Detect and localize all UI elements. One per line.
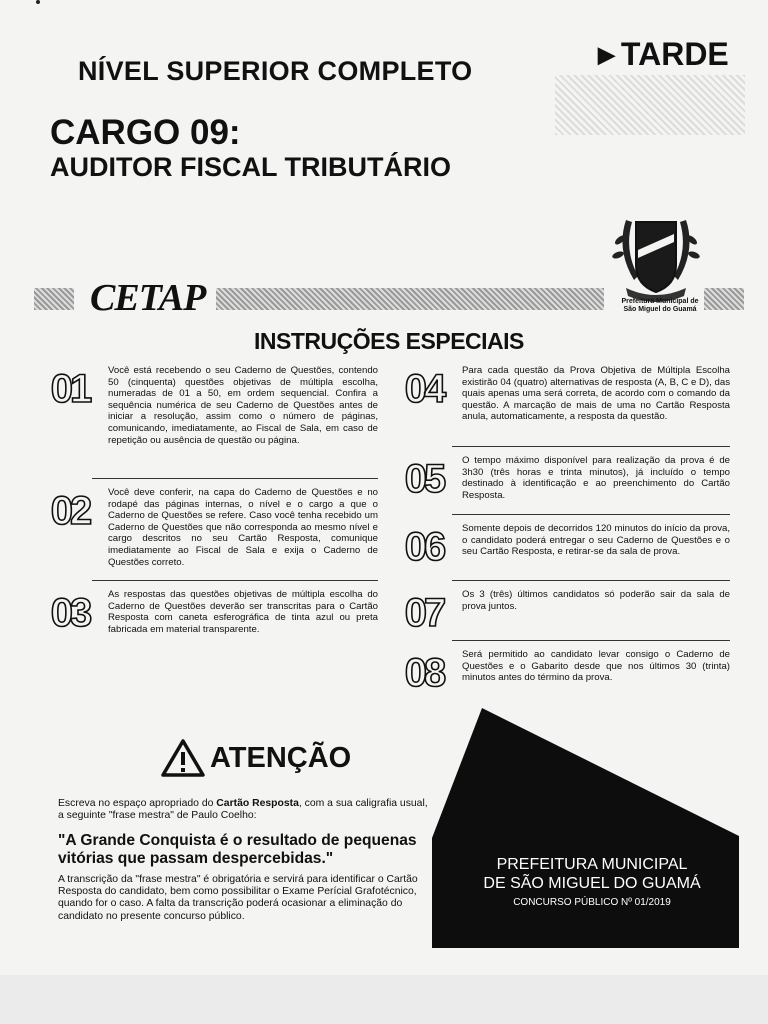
- attention-heading: ATENÇÃO: [160, 738, 351, 778]
- footer-black-panel: [432, 708, 739, 948]
- divider: [452, 640, 730, 641]
- play-triangle-icon: ▶: [598, 42, 615, 67]
- item-number: 05: [404, 456, 444, 501]
- education-level: NÍVEL SUPERIOR COMPLETO: [78, 56, 473, 86]
- org-name-line1: PREFEITURA MUNICIPAL: [496, 856, 688, 873]
- crest-caption: Prefeitura Municipal de São Miguel do Guamá: [621, 298, 699, 313]
- item-text: Os 3 (três) últimos candidatos só poderão sair da sala de prova juntos.: [462, 589, 730, 612]
- item-text: Para cada questão da Prova Objetiva de Múltipla Escolha existirão 04 (quatro) alternativas de resposta (A, B, C e D), das quais apenas uma será correta, de acordo com o comando da questão. A marcação de mais de uma no Cartão Resposta anula, automaticamente, a resposta da questão.: [462, 365, 730, 423]
- instruction-item: [42, 589, 378, 637]
- warning-triangle-icon: [160, 738, 206, 778]
- instruction-item: [42, 487, 378, 568]
- item-number: 03: [50, 590, 90, 635]
- cargo-number: CARGO 09:: [50, 113, 241, 152]
- shift-label: ▶ TARDE: [598, 36, 729, 72]
- instruction-item: [396, 455, 730, 503]
- instruction-item: [396, 523, 730, 571]
- item-text: Será permitido ao candidato levar consigo o Caderno de Questões e o Gabarito desde que nos últimos 30 (trinta) minutos antes do término da prova.: [462, 649, 730, 684]
- instruction-item: [42, 365, 378, 446]
- instruction-item: [396, 589, 730, 637]
- instructions-title: INSTRUÇÕES ESPECIAIS: [254, 328, 524, 354]
- divider: [92, 580, 378, 581]
- role-title: AUDITOR FISCAL TRIBUTÁRIO: [50, 152, 451, 182]
- item-text: O tempo máximo disponível para realização da prova é de 3h30 (três horas e trinta minutos), já incluído o tempo destinado à identificação e ao preenchimento do Cartão Resposta.: [462, 455, 730, 501]
- master-phrase: "A Grande Conquista é o resultado de pequenas vitórias que passam despercebidas.": [58, 832, 417, 867]
- attention-intro: Escreva no espaço apropriado do Cartão Resposta, com a sua caligrafia usual, a seguinte "frase mestra" de Paulo Coelho:: [58, 798, 428, 821]
- item-number: 04: [404, 366, 444, 411]
- item-text: Você deve conferir, na capa do Caderno de Questões e no rodapé das páginas internas, o nível e o cargo a que o Caderno de Questões se refere. Caso você tenha recebido um Caderno de Questões que não corresponda ao mesmo nível e cargo descritos no seu Cartão Resposta, comunique imediatamente ao Fiscal de Sala e exija o Caderno de Questões correto.: [108, 487, 378, 568]
- divider: [452, 514, 730, 515]
- item-number: 01: [50, 366, 90, 411]
- org-name-line2: DE SÃO MIGUEL DO GUAMÁ: [483, 875, 701, 892]
- contest-number: CONCURSO PÚBLICO Nº 01/2019: [513, 897, 671, 908]
- cetap-logo: CETAP: [86, 276, 209, 320]
- scan-texture: [555, 75, 745, 135]
- item-text: Você está recebendo o seu Caderno de Questões, contendo 50 (cinquenta) questões objetivas de múltipla escolha, numeradas de 01 a 50, em ordem sequencial. Confira a sequência numérica de seu Caderno de Questões antes de iniciar a resolução, assim como o número de páginas, comunicando, imediatamente, ao Fiscal de Sala, em caso de repetição ou ausência de questão ou página.: [108, 365, 378, 446]
- instruction-item: [396, 365, 730, 423]
- item-text: As respostas das questões objetivas de múltipla escolha do Caderno de Questões deverão ser transcritas para o Cartão Resposta com caneta esferográfica de tinta azul ou preta fabricada em material transparente.: [108, 589, 378, 635]
- instruction-item: [396, 649, 730, 697]
- item-number: 02: [50, 488, 90, 533]
- item-number: 06: [404, 524, 444, 569]
- item-text: Somente depois de decorridos 120 minutos do início da prova, o candidato poderá entregar o seu Caderno de Questões e o seu Cartão Resposta, e retirar-se da sala de prova.: [462, 523, 730, 558]
- item-number: 08: [404, 650, 444, 695]
- scan-speck: [36, 0, 40, 4]
- divider: [452, 446, 730, 447]
- organizer-block: [462, 855, 722, 908]
- attention-note: A transcrição da "frase mestra" é obrigatória e servirá para identificar o Cartão Resposta do candidato, bem como possibilitar o Exame Perícial Grafotécnico, quando for o caso. A falta da transcrição poderá ocasionar a eliminação do candidato no presente concurso público.: [58, 874, 418, 922]
- divider: [452, 580, 730, 581]
- divider: [92, 478, 378, 479]
- item-number: 07: [404, 590, 444, 635]
